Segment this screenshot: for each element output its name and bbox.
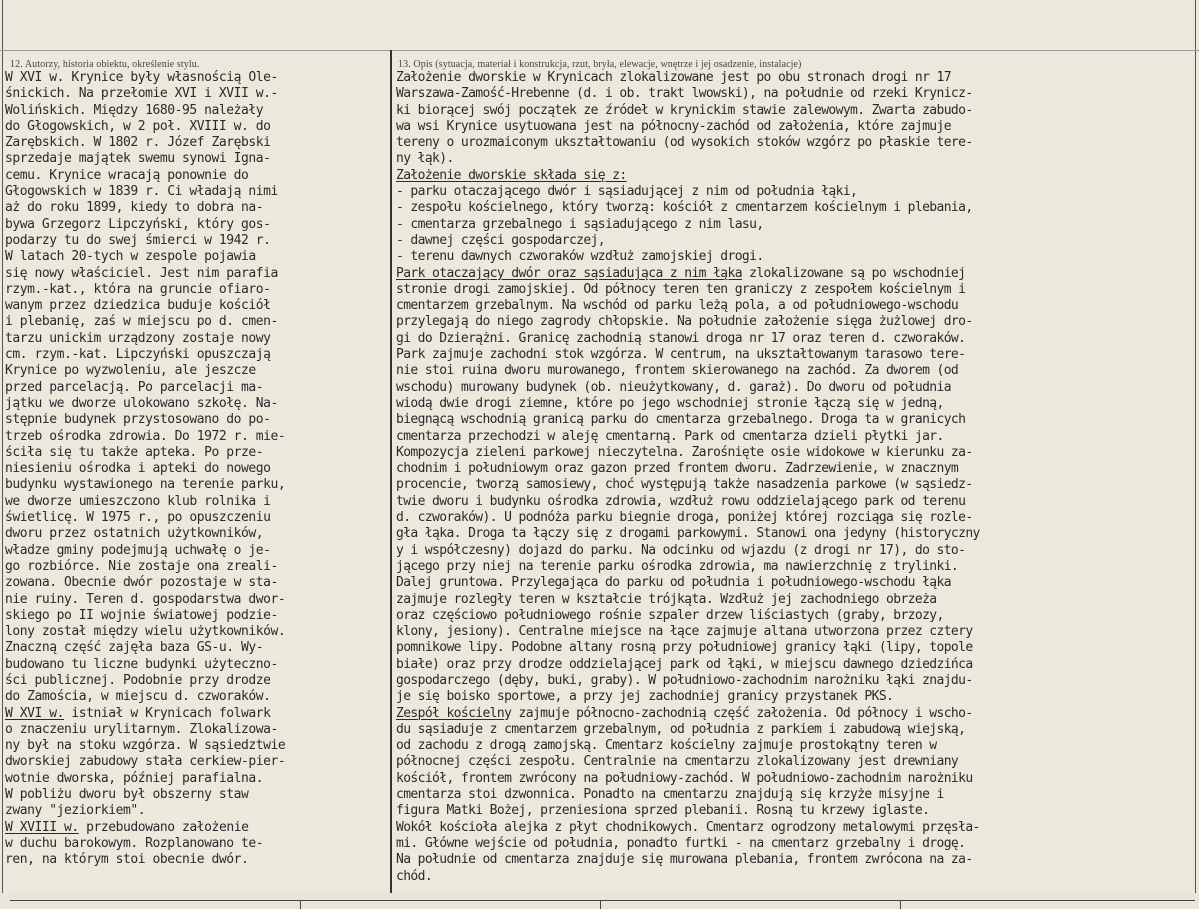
description-text-line: ny łąk). — [396, 151, 454, 167]
description-text-line: jącego przy niej na terenie parku ośrodka zdrowia, ma nawierzchnię z trylinki. — [396, 558, 959, 574]
history-text-line: się nowy właściciel. Jest nim parafia — [5, 265, 278, 281]
description-text-line: wa wsi Krynice usytuowana jest na północny-zachód od założenia, które zajmuje — [396, 118, 951, 134]
history-text-line: cm. rzym.-kat. Lipczyński opuszczają — [5, 347, 271, 363]
description-text-column — [396, 70, 1194, 885]
history-text-line: śnickich. Na przełomie XVI i XVII w.- — [5, 86, 278, 102]
history-text-line: Głogowskich w 1839 r. Ci władają nimi — [5, 184, 278, 200]
history-text-line: ści publicznej. Podobnie przy drodze — [5, 672, 271, 688]
history-text-line: wanym przez dziedzica buduje kościół — [5, 298, 271, 314]
history-text-line: bywa Grzegorz Lipczyński, który gos- — [5, 216, 271, 232]
footer-separator — [300, 900, 301, 909]
footer-separator — [600, 900, 601, 909]
description-text-line: d. czworaków). U podnóża parku biegnie droga, poniżej której rozciąga się rozle- — [396, 510, 973, 526]
section-13-header: 13. Opis (sytuacja, materiał i konstrukcja, rzut, bryła, elewacje, wnętrze i jej osadzenie, instalacje) — [398, 59, 802, 70]
description-text-line: przylegają do niego zagrody chłopskie. Na południe założenie sięga żużlowej dro- — [396, 314, 973, 330]
history-text-line: go rozbiórce. Nie zostaje ona zreali- — [5, 558, 278, 574]
history-text-line: o znaczeniu urylitarnym. Zlokalizowa- — [5, 721, 278, 737]
history-text-line: dworu przez ostatnich użytkowników, — [5, 526, 264, 542]
description-text-line: gospodarczego (dęby, buki, graby). W południowo-zachodnim narożniku łąki znajdu- — [396, 672, 973, 688]
history-text-line: Krynice po wyzwoleniu, ale jeszcze — [5, 363, 256, 379]
history-text-line: władze gminy podejmują uchwałę o je- — [5, 542, 271, 558]
history-text-line: we dworze umieszczono klub rolnika i — [5, 493, 271, 509]
history-text-line: cemu. Krynice wracają ponownie do — [5, 167, 249, 183]
description-text-line: Park otaczający dwór oraz sąsiadująca z nim łąka zlokalizowane są po wschodniej — [396, 265, 966, 281]
history-text-line: budynku wystawionego na terenie parku, — [5, 477, 286, 493]
footer-separator — [900, 900, 901, 909]
description-text-line: - zespołu kościelnego, który tworzą: kościół z cmentarzem kościelnym i plebania, — [396, 200, 973, 216]
description-text-line: chód. — [396, 868, 433, 884]
description-text-line: je się boisko sportowe, a przy jej zachodniej granicy przystanek PKS. — [396, 689, 894, 705]
description-text-line: Założenie dworskie składa się z: — [396, 167, 627, 183]
history-text-line: niesieniu ośrodka i apteki do nowego — [5, 461, 271, 477]
history-text-line: nie ruiny. Teren d. gospodarstwa dwor- — [5, 591, 286, 607]
history-text-line: lony został między wielu użytkowników. — [5, 624, 286, 640]
history-text-line: Zarębskich. W 1802 r. Józef Zarębski — [5, 135, 271, 151]
description-text-line: - parku otaczającego dwór i sąsiadującej z nim od południa łąki, — [396, 184, 858, 200]
description-text-line: biegnącą wschodnią granicą parku do cmentarza grzebalnego. Droga ta w granicych — [396, 412, 966, 428]
description-text-line: du sąsiaduje z cmentarzem grzebalnym, od południa z parkiem i zabudową wiejską, — [396, 721, 966, 737]
description-text-line: - terenu dawnych czworaków wzdłuż zamojskiej drogi. — [396, 249, 764, 265]
history-text-line: skiego po II wojnie światowej podzie- — [5, 607, 278, 623]
description-text-line: procencie, tworzą samosiewy, choć występują także nasadzenia parkowe (w sąsiedz- — [396, 477, 973, 493]
description-text-line: cmentarza stoi dzwonnica. Ponadto na cmentarzu znajdują się krzyże misyjne i — [396, 787, 944, 803]
history-text-line: Znaczną część zajęła baza GS-u. Wy- — [5, 640, 264, 656]
description-text-line: mi. Główne wejście od południa, ponadto furtki - na cmentarz grzebalny i drogę. — [396, 835, 966, 851]
description-text-line: Dalej gruntowa. Przylegająca do parku od południa i południowego-wschodu łąka — [396, 575, 951, 591]
description-text-line: Kompozycja zieleni parkowej nieczytelna. Zarośnięte osie widokowe w kierunku za- — [396, 444, 973, 460]
description-text-line: Założenie dworskie w Krynicach zlokalizowane jest po obu stronach drogi nr 17 — [396, 70, 951, 85]
form-bottom-rule — [10, 900, 1195, 901]
description-text-line: Zespół kościelny zajmuje północno-zachodnią część założenia. Od północy i wscho- — [396, 705, 973, 721]
description-text-line: gła łąka. Droga ta łączy się z drogami parkowymi. Stanowi ona jedyny (historyczny — [396, 526, 980, 542]
description-text-line: figura Matki Bożej, przeniesiona sprzed plebanii. Rosną tu krzewy iglaste. — [396, 803, 930, 819]
history-text-line: trzeb ośrodka zdrowia. Do 1972 r. mie- — [5, 428, 286, 444]
description-text-line: białe) oraz przy drodze oddzielającej park od łąki, w miejscu dawnego dziedzińca — [396, 656, 973, 672]
history-text-line: do Głogowskich, w 2 poł. XVIII w. do — [5, 118, 271, 134]
description-text-line: klony, jesiony). Centralne miejsce na łące zajmuje altana utworzona przez cztery — [396, 624, 973, 640]
description-text-line: Park zajmuje zachodni stok wzgórza. W centrum, na ukształtowanym tarasowo tere- — [396, 347, 966, 363]
history-text-line: dworskiej zabudowy stała cerkiew-pier- — [5, 754, 286, 770]
history-text-line: świetlicę. W 1975 r., po opuszczeniu — [5, 510, 271, 526]
history-text-line: W XVIII w. przebudowano założenie — [5, 819, 249, 835]
history-text-line: aż do roku 1899, kiedy to dobra na- — [5, 200, 264, 216]
description-text-line: północnej części zespołu. Centralnie na cmentarzu zlokalizowany jest drewniany — [396, 754, 959, 770]
history-text-line: stępnie budynek przystosowano do po- — [5, 412, 271, 428]
history-text-line: ren, na którym stoi obecnie dwór. — [5, 852, 249, 868]
description-text-line: nie stoi ruina dworu murowanego, frontem skierowanego na zachód. Za dworem (od — [396, 363, 959, 379]
history-text-line: ny był na stoku wzgórza. W sąsiedztwie — [5, 738, 286, 754]
description-text-line: od zachodu z drogą zamojską. Cmentarz kościelny zajmuje prostokątny teren w — [396, 738, 937, 754]
history-text-line: przed parcelacją. Po parcelacji ma- — [5, 379, 264, 395]
description-text-line: Warszawa-Zamość-Hrebenne (d. i ob. trakt lwowski), na południe od rzeki Krynicz- — [396, 86, 973, 102]
history-text-line: W latach 20-tych w zespole pojawia — [5, 249, 256, 265]
description-text-line: wiodą dwie drogi ziemne, które po jego wschodniej stronie łączą się w jedną, — [396, 395, 944, 411]
history-text-line: W XVI w. Krynice były własnością Ole- — [5, 70, 278, 85]
description-text-line: chodnim i południowym oraz gazon przed frontem dworu. Zadrzewienie, w znacznym — [396, 461, 959, 477]
description-text-line: kościół, frontem zwrócony na południowy-zachód. W południowo-zachodnim narożniku — [396, 770, 973, 786]
history-text-line: sprzedaje majątek swemu synowi Ignа- — [5, 151, 271, 167]
description-text-line: cmentarzem grzebalnym. Na wschód od parku leżą pola, a od południowego-wschodu — [396, 298, 959, 314]
history-text-line: tarzu unickim urządzony zostaje nowy — [5, 330, 271, 346]
history-text-line: jątku we dworze ulokowano szkołę. Na- — [5, 395, 278, 411]
history-text-line: W pobliżu dworu był obszerny staw — [5, 787, 249, 803]
page-border-left — [2, 0, 3, 900]
section-12-header: 12. Autorzy, historia obiektu, określenie stylu. — [10, 59, 200, 70]
history-text-line: w duchu barokowym. Rozplanowano te- — [5, 835, 264, 851]
history-text-line: i plebanię, zaś w miejscu po d. cmen- — [5, 314, 278, 330]
description-text-line: wschodu) murowany budynek (ob. nieużytkowany, d. garaż). Do dworu od południa — [396, 379, 951, 395]
column-divider — [390, 50, 392, 895]
description-text-line: Na południe od cmentarza znajduje się murowana plebania, frontem zwrócona na za- — [396, 852, 973, 868]
description-text-line: stronie drogi zamojskiej. Od północy teren ten graniczy z zespołem kościelnym i — [396, 281, 966, 297]
history-text-line: Wolińskich. Między 1680-95 należały — [5, 102, 264, 118]
history-text-line: do Zamościa, w miejscu d. czworaków. — [5, 689, 271, 705]
history-text-line: budowano tu liczne budynki użyteczno- — [5, 656, 278, 672]
description-text-line: pomnikowe lipy. Podobne altany rosną przy południowej granicy łąki (lipy, topole — [396, 640, 973, 656]
description-text-line: oraz częściowo południowego rośnie szpaler drzew liściastych (graby, brzozy, — [396, 607, 944, 623]
description-text-line: zajmuje rozległy teren w kształcie trójkąta. Wzdłuż jej zachodniego obrzeża — [396, 591, 937, 607]
history-text-line: wotnie dworska, później parafialna. — [5, 770, 264, 786]
history-text-line: W XVI w. istniał w Krynicach folwark — [5, 705, 271, 721]
description-text-line: y i współczesny) dojazd do parku. Na odcinku od wjazdu (z drogi nr 17), do sto- — [396, 542, 966, 558]
page-border-right — [1195, 0, 1196, 900]
description-text-line: ki biorącej swój początek ze źródeł w krynickim stawie zalewowym. Zwarta zabudo- — [396, 102, 973, 118]
description-text-line: tereny o urozmaiconym ukształtowaniu (od wysokich stoków wzgórz po płaskie tere- — [396, 135, 973, 151]
description-text-line: - cmentarza grzebalnego i sąsiadującego z nim lasu, — [396, 216, 764, 232]
history-text-column — [5, 70, 387, 869]
description-text-line: gi do Dzierążni. Granicę zachodnią stanowi droga nr 17 oraz teren d. czworaków. — [396, 330, 966, 346]
description-text-line: twie dworu i budynku ośrodka zdrowia, wzdłuż rowu oddzielającego park od terenu — [396, 493, 966, 509]
description-text-line: cmentarza przechodzi w aleję cmentarną. Park od cmentarza dzieli płytki jar. — [396, 428, 944, 444]
history-text-line: ściła się tu także apteka. Po prze- — [5, 444, 264, 460]
history-text-line: zowana. Obecnie dwór pozostaje w sta- — [5, 575, 278, 591]
history-text-line: podarzy tu do swej śmierci w 1942 r. — [5, 232, 271, 248]
history-text-line: zwany "jeziorkiem". — [5, 803, 146, 819]
history-text-line: rzym.-kat., która na gruncie ofiaro- — [5, 281, 271, 297]
description-text-line: - dawnej części gospodarczej, — [396, 232, 605, 248]
form-top-rule — [0, 50, 1199, 51]
description-text-line: Wokół kościoła alejka z płyt chodnikowych. Cmentarz ogrodzony metalowymi przęsła- — [396, 819, 980, 835]
